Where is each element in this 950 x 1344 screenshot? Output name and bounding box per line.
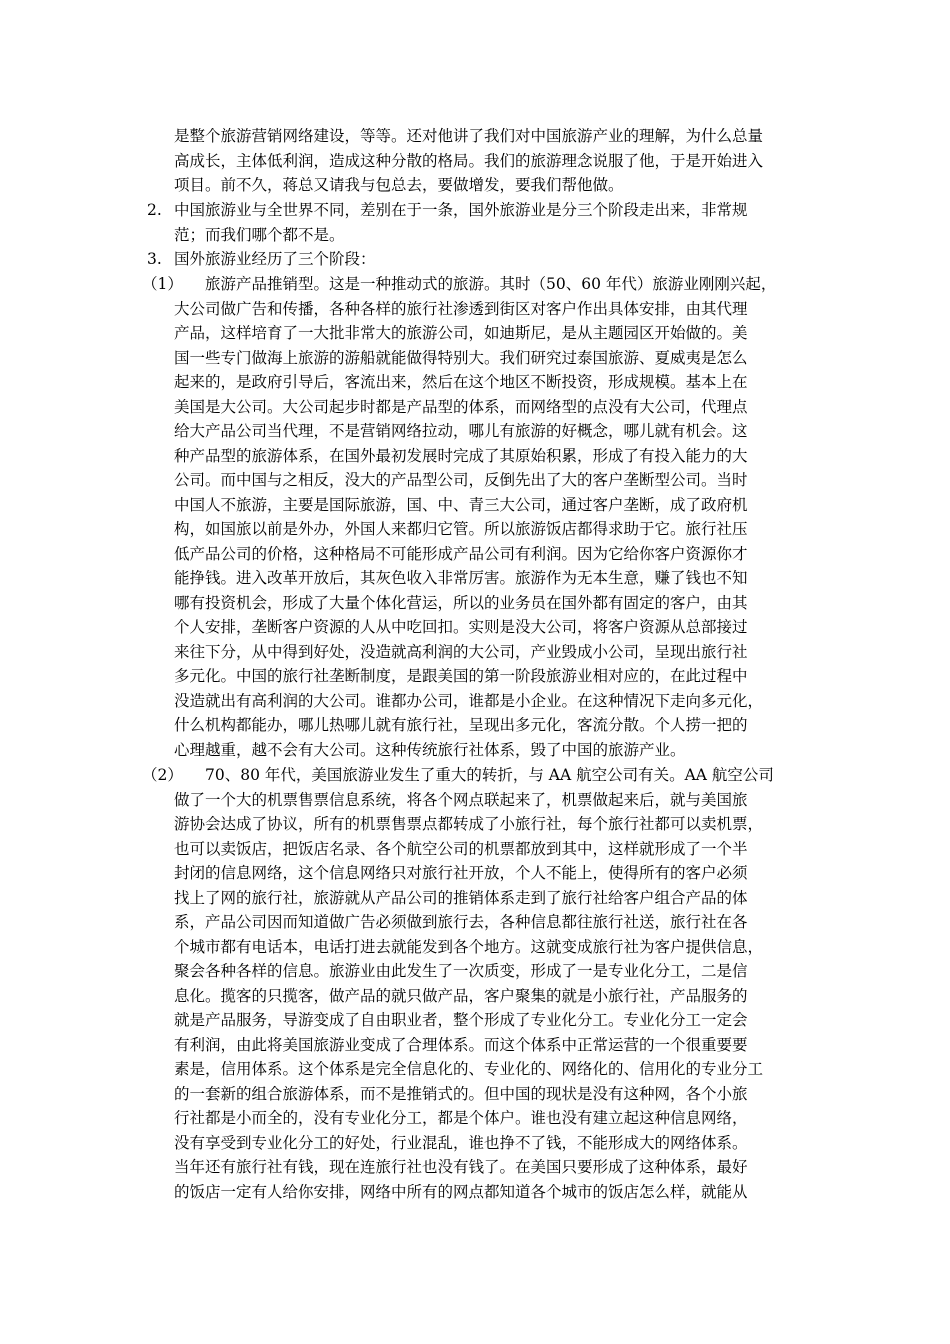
text-line: 项目。前不久，蒋总又请我与包总去，要做增发，要我们帮他做。 — [174, 176, 624, 194]
text-line: 的一套新的组合旅游体系，而不是推销式的。但中国的现状是没有这种网，各个小旅 — [174, 1084, 748, 1103]
text-line: 心理越重，越不会有大公司。这种传统旅行社体系，毁了中国的旅游产业。 — [174, 740, 686, 759]
text-line: 低产品公司的价格，这种格局不可能形成产品公司有利润。因为它给你客户资源你才 — [174, 544, 748, 563]
text-line: 给大产品公司当代理，不是营销网络拉动，哪儿有旅游的好概念，哪儿就有机会。这 — [174, 422, 748, 440]
text-line: 美国是大公司。大公司起步时都是产品型的体系，而网络型的点没有大公司，代理点 — [174, 397, 748, 416]
sub-item-2 — [174, 763, 814, 1204]
text-line: 是整个旅游营销网络建设，等等。还对他讲了我们对中国旅游产业的理解，为什么总量 — [174, 127, 764, 145]
text-line: 游协会达成了协议，所有的机票售票点都转成了小旅行社，每个旅行社都可以卖机票， — [174, 815, 764, 833]
text-line: 有利润，由此将美国旅游业变成了合理体系。而这个体系中正常运营的一个很重要要 — [174, 1035, 748, 1054]
text-line: 找上了网的旅行社，旅游就从产品公司的推销体系走到了旅行社给客户组合产品的体 — [174, 888, 748, 907]
text-line: 没造就出有高利润的大公司。谁都办公司，谁都是小企业。在这种情况下走向多元化， — [174, 691, 764, 710]
text-line: 大公司做广告和传播，各种各样的旅行社渗透到街区对客户作出具体安排，由其代理 — [174, 299, 748, 318]
text-line: 个城市都有电话本，电话打进去就能发到各个地方。这就变成旅行社为客户提供信息， — [174, 937, 764, 956]
text-line: 中国人不旅游，主要是国际旅游，国、中、青三大公司，通过客户垄断，成了政府机 — [174, 495, 748, 514]
text-line: 能挣钱。进入改革开放后，其灰色收入非常厉害。旅游作为无本生意，赚了钱也不知 — [174, 569, 748, 587]
text-line: 多元化。中国的旅行社垄断制度，是跟美国的第一阶段旅游业相对应的，在此过程中 — [174, 667, 748, 685]
text-line: 的饭店一定有人给你安排，网络中所有的网点都知道各个城市的饭店怎么样，就能从 — [174, 1182, 748, 1201]
text-line: 封闭的信息网络，这个信息网络只对旅行社开放，个人不能上，使得所有的客户必须 — [174, 864, 748, 882]
text-line: 素是，信用体系。这个体系是完全信息化的、专业化的、网络化的、信用化的专业分工 — [174, 1060, 764, 1078]
text-line: 就是产品服务，导游变成了自由职业者，整个形成了专业化分工。专业化分工一定会 — [174, 1011, 748, 1029]
text-line: 哪有投资机会，形成了大量个体化营运，所以的业务员在国外都有固定的客户，由其 — [174, 593, 748, 612]
text-line: 什么机构都能办，哪儿热哪儿就有旅行社，呈现出多元化，客流分散。个人捞一把的 — [174, 716, 748, 734]
text-line: 个人安排，垄断客户资源的人从中吃回扣。实则是没大公司，将客户资源从总部接过 — [174, 618, 748, 636]
text-line: 旅游产品推销型。这是一种推动式的旅游。其时（50、60 年代）旅游业刚刚兴起， — [174, 275, 777, 293]
text-line: 起来的，是政府引导后，客流出来，然后在这个地区不断投资，形成规模。基本上在 — [174, 373, 748, 391]
list-item-2 — [174, 198, 814, 247]
text-line: 公司。而中国与之相反，没大的产品型公司，反倒先出了大的客户垄断型公司。当时 — [174, 471, 748, 489]
text-line: 当年还有旅行社有钱，现在连旅行社也没有钱了。在美国只要形成了这种体系，最好 — [174, 1158, 748, 1176]
sub-marker-2: （2） — [142, 766, 183, 784]
list-marker-2: 2. — [147, 201, 162, 219]
text-line: 产品，这样培育了一大批非常大的旅游公司，如迪斯尼，是从主题园区开始做的。美 — [174, 324, 748, 342]
list-item-3 — [174, 247, 814, 272]
text-line: 行社都是小而全的，没有专业化分工，都是个体户。谁也没有建立起这种信息网络， — [174, 1109, 748, 1127]
sub-item-1 — [174, 272, 814, 762]
text-line: 中国旅游业与全世界不同，差别在于一条，国外旅游业是分三个阶段走出来，非常规 — [174, 201, 748, 219]
text-line: 70、80 年代，美国旅游业发生了重大的转折，与 AA 航空公司有关。AA 航空公司 — [174, 766, 774, 784]
sub-marker-1: （1） — [142, 275, 183, 293]
text-line: 做了一个大的机票售票信息系统，将各个网点联起来了，机票做起来后，就与美国旅 — [174, 790, 748, 809]
text-line: 构，如国旅以前是外办，外国人来都归它管。所以旅游饭店都得求助于它。旅行社压 — [174, 520, 748, 538]
text-line: 高成长，主体低利润，造成这种分散的格局。我们的旅游理念说服了他，于是开始进入 — [174, 151, 764, 170]
list-marker-3: 3. — [147, 250, 162, 268]
text-line: 来往下分，从中得到好处，没造就高利润的大公司，产业毁成小公司，呈现出旅行社 — [174, 642, 748, 661]
text-line: 没有享受到专业化分工的好处，行业混乱，谁也挣不了钱，不能形成大的网络体系。 — [174, 1133, 748, 1152]
text-line: 息化。揽客的只揽客，做产品的就只做产品，客户聚集的就是小旅行社，产品服务的 — [174, 986, 748, 1005]
text-line: 聚会各种各样的信息。旅游业由此发生了一次质变，形成了一是专业化分工，二是信 — [174, 962, 748, 980]
text-line: 也可以卖饭店，把饭店名录、各个航空公司的机票都放到其中，这样就形成了一个半 — [174, 839, 748, 858]
text-line: 范；而我们哪个都不是。 — [174, 225, 345, 244]
text-line: 种产品型的旅游体系，在国外最初发展时完成了其原始积累，形成了有投入能力的大 — [174, 446, 748, 465]
text-line: 国外旅游业经历了三个阶段： — [174, 250, 376, 268]
text-line: 系，产品公司因而知道做广告必须做到旅行去，各种信息都往旅行社送，旅行社在各 — [174, 913, 748, 931]
intro-paragraph — [174, 124, 814, 198]
text-line: 国一些专门做海上旅游的游船就能做得特别大。我们研究过泰国旅游、夏威夷是怎么 — [174, 348, 748, 367]
